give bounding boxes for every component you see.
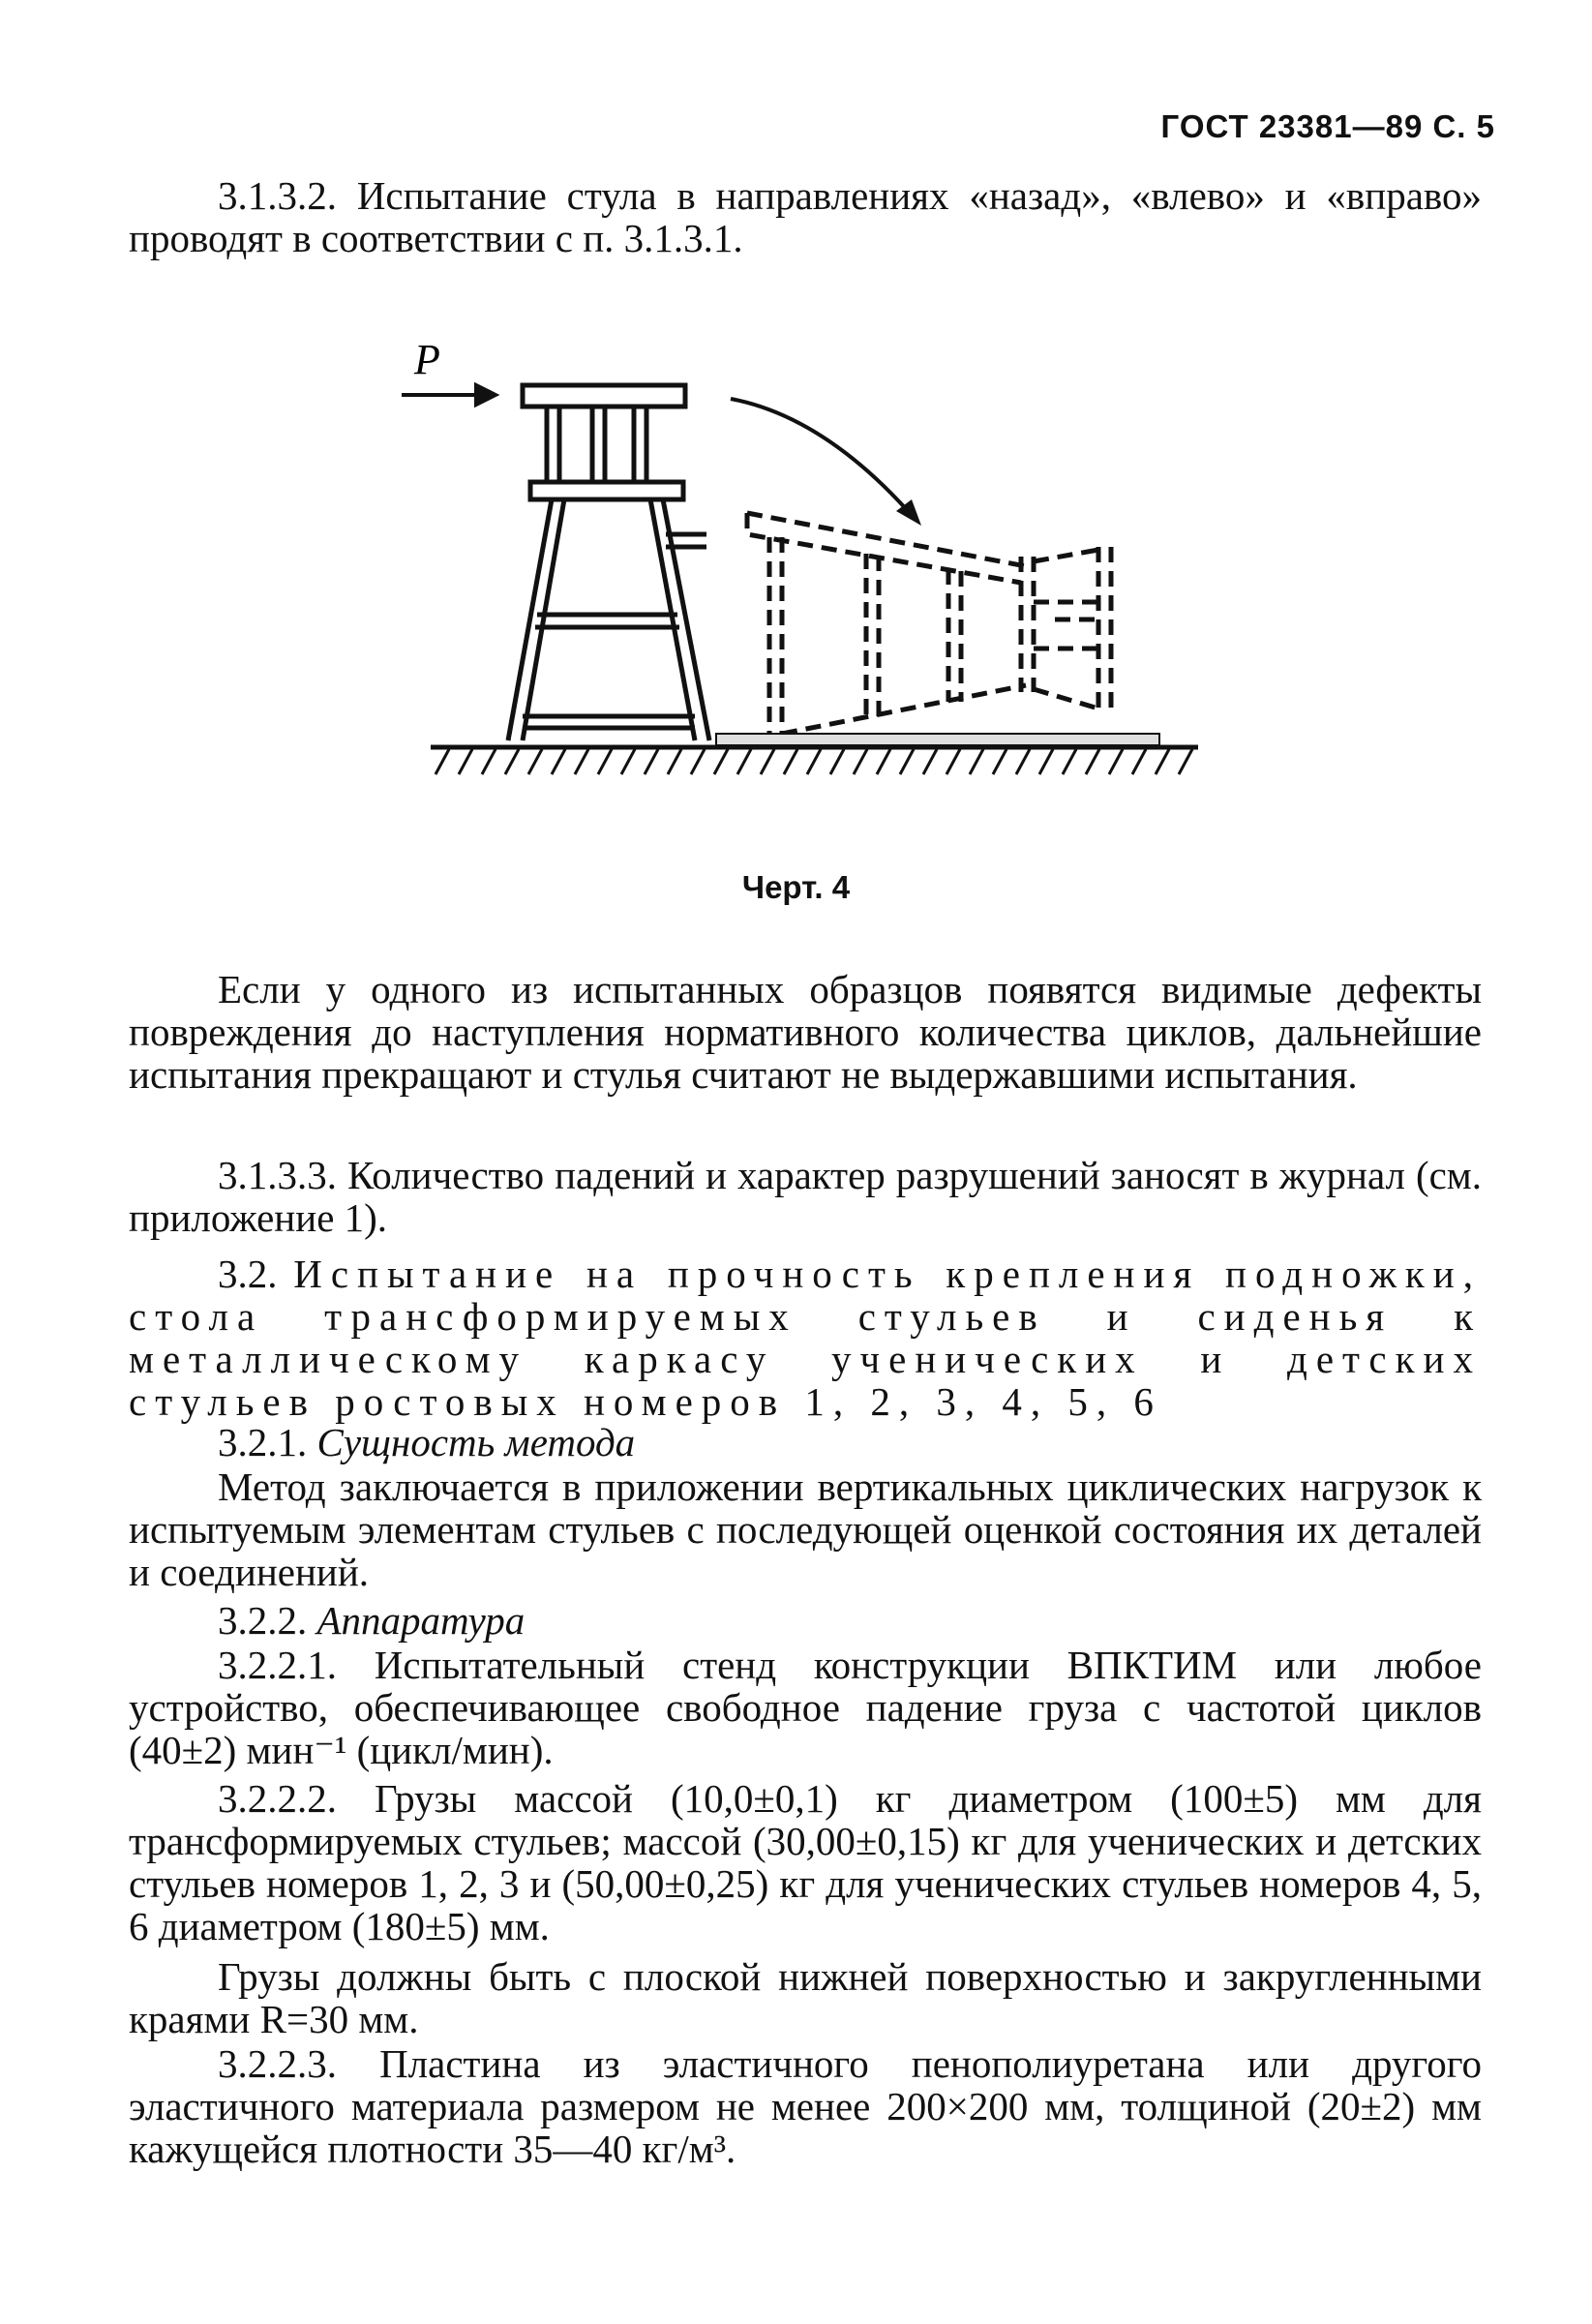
paragraph-3-1-3-2: 3.1.3.2. Испытание стула в направлениях «назад», «влево» и «вправо» проводят в соответствии с п. 3.1.3.1. [129,173,1482,260]
page-header [1161,108,1495,145]
tipped-chair-drawing [747,513,1111,734]
paragraph-3-2-2-3: 3.2.2.3. Пластина из эластичного пенополиуретана или другого эластичного материала размером не менее 200×200 мм, толщиной (20±2) мм кажущейся плотности 35—40 кг/м³. [129,2041,1482,2171]
section-3-2-2-title: Аппаратура [316,1598,526,1643]
paragraph-3-2-2 [129,1599,1482,1642]
paragraph-3-2-2-2: 3.2.2.2. Грузы массой (10,0±0,1) кг диаметром (100±5) мм для трансформируемых стульев; массой (30,00±0,15) кг для ученических и детских стульев номеров 1, 2, 3 и (50,00±0,25) кг для ученических стульев номеров 4, 5, 6 диаметром (180±5) мм. [129,1776,1482,1948]
paragraph-3-1-3-3: 3.1.3.3. Количество падений и характер разрушений заносят в журнал (см. приложение 1). [129,1153,1482,1240]
section-3-2-title: Испытание на прочность крепления подножки, стола трансформируемых стульев и сиденья к металлическому каркасу ученических и детских стульев ростовых номеров 1, 2, 3, 4, 5, 6 [129,1252,1483,1424]
figure-caption: Черт. 4 [741,869,851,905]
force-label: P [414,336,440,383]
floor-pad [716,734,1159,745]
section-3-2-2-number: 3.2.2. [218,1598,308,1643]
figure-chair-tipping-diagram [387,329,1258,794]
force-arrow-icon [402,385,496,405]
paragraph-method: Метод заключается в приложении вертикальных циклических нагрузок к испытуемым элементам стульев с последующей оценкой состояния их деталей и соединений. [129,1464,1482,1594]
page-number: С. 5 [1432,108,1495,144]
standard-number: ГОСТ 23381—89 [1160,108,1424,144]
paragraph-weights: Грузы должны быть с плоской нижней поверхностью и закругленными краями R=30 мм. [129,1954,1482,2041]
section-3-2-1-title: Сущность метода [316,1420,636,1464]
rotation-arrow-icon [731,399,921,526]
paragraph-3-2 [129,1253,1482,1423]
upright-chair-drawing [508,385,709,740]
paragraph-3-2-2-1: 3.2.2.1. Испытательный стенд конструкции ВПКТИМ или любое устройство, обеспечивающее свободное падение груза с частотой циклов (40±2) мин⁻¹ (цикл/мин). [129,1643,1482,1772]
ground-hatching [431,747,1198,774]
paragraph-defects: Если у одного из испытанных образцов появятся видимые дефекты повреждения до наступления нормативного количества циклов, дальнейшие испытания прекращают и стулья считают не выдержавшими испытания. [129,967,1482,1097]
section-3-2-1-number: 3.2.1. [218,1420,308,1464]
section-3-2-number: 3.2. [218,1252,278,1296]
paragraph-3-2-1 [129,1421,1482,1464]
